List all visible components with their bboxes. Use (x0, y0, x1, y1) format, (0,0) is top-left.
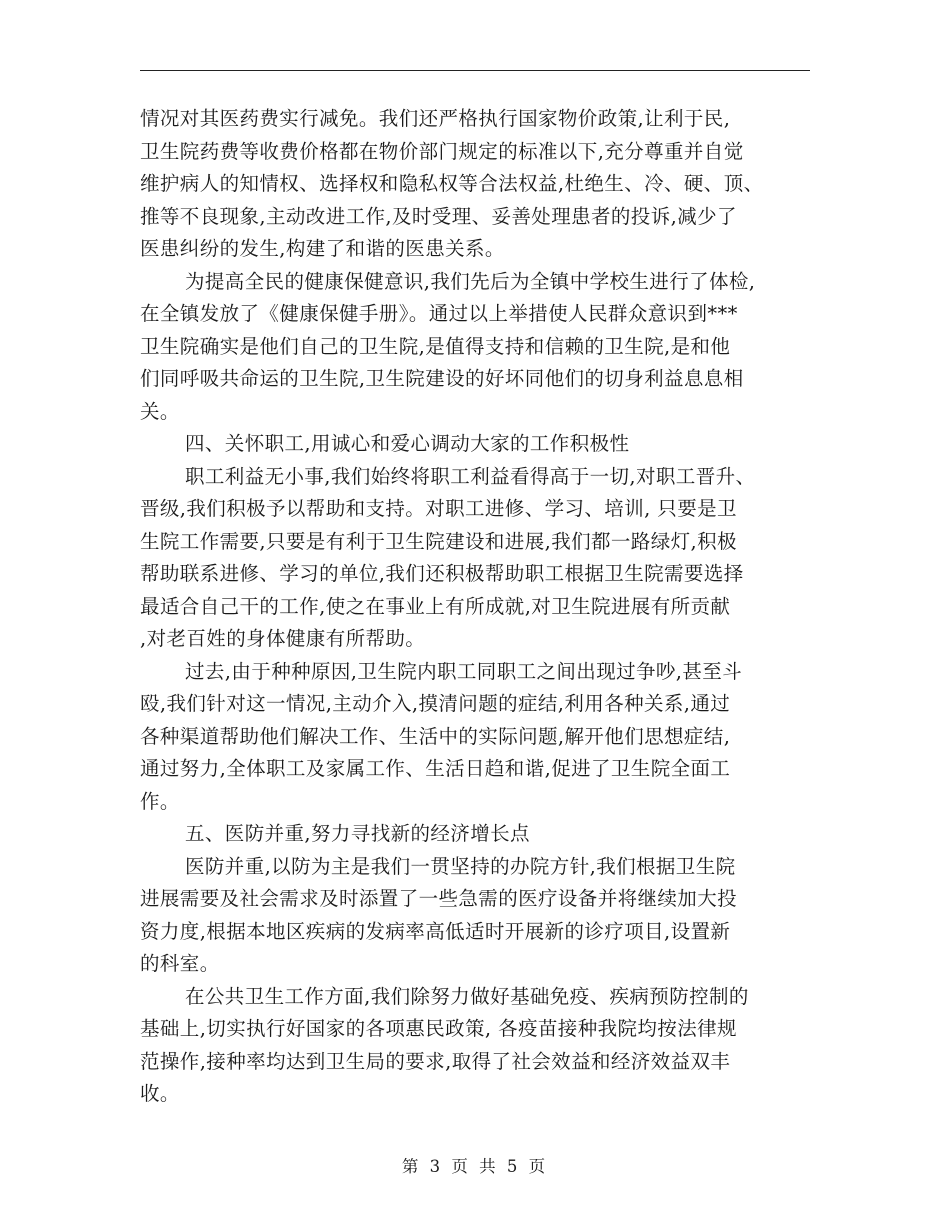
text-line: 关。 (140, 399, 180, 423)
page-footer: 第 3 页 共 5 页 (401, 1157, 549, 1176)
text-line: 们同呼吸共命运的卫生院,卫生院建设的好坏同他们的切身利益息息相 (140, 367, 744, 390)
text-line: 五、医防并重,努力寻找新的经济增长点 (185, 822, 530, 845)
header-rule (140, 70, 810, 71)
text-line: 的科室。 (140, 952, 220, 975)
text-line: 过去,由于种种原因,卫生院内职工同职工之间出现过争吵,甚至斗 (185, 659, 743, 683)
text-line: 殴,我们针对这一情况,主动介入,摸清问题的症结,利用各种关系,通过 (140, 692, 731, 715)
text-line: 进展需要及社会需求及时添置了一些急需的医疗设备并将继续加大投 (140, 887, 738, 910)
text-line: 医患纠纷的发生,构建了和谐的医患关系。 (140, 237, 505, 260)
text-line: 最适合自己干的工作,使之在事业上有所成就,对卫生院进展有所贡献 (140, 594, 731, 618)
text-line: 情况对其医药费实行减免。我们还严格执行国家物价政策,让利于民, (140, 107, 731, 130)
text-line: 在公共卫生工作方面,我们除努力做好基础免疫、疾病预防控制的 (185, 984, 749, 1008)
text-line: 四、关怀职工,用诚心和爱心调动大家的工作积极性 (185, 432, 630, 455)
text-line: 生院工作需要,只要是有利于卫生院建设和进展,我们都一路绿灯,积极 (140, 529, 737, 553)
text-line: 卫生院药费等收费价格都在物价部门规定的标准以下,充分尊重并自觉 (140, 139, 744, 163)
text-line: 各种渠道帮助他们解决工作、生活中的实际问题,解开他们思想症结, (140, 724, 731, 748)
text-line: 基础上,切实执行好国家的各项惠民政策, 各疫苗接种我院均按法律规 (140, 1017, 737, 1040)
text-line: 为提高全民的健康保健意识,我们先后为全镇中学校生进行了体检, (185, 269, 756, 293)
document-body (140, 103, 812, 1111)
text-line: 职工利益无小事,我们始终将职工利益看得高于一切,对职工晋升、 (185, 464, 756, 488)
text-line: 通过努力,全体职工及家属工作、生活日趋和谐,促进了卫生院全面工 (140, 757, 731, 780)
text-line: 在全镇发放了《健康保健手册》。通过以上举措使人民群众意识到*** (140, 302, 738, 325)
text-line: 医防并重,以防为主是我们一贯坚持的办院方针,我们根据卫生院 (185, 854, 736, 878)
text-line: 作。 (140, 789, 180, 813)
text-line: 资力度,根据本地区疾病的发病率高低适时开展新的诊疗项目,设置新 (140, 919, 731, 943)
text-line: 晋级,我们积极予以帮助和支持。对职工进修、学习、培训, 只要是卫 (140, 497, 737, 520)
text-line: ,对老百姓的身体健康有所帮助。 (140, 627, 426, 650)
text-line: 推等不良现象,主动改进工作,及时受理、妥善处理患者的投诉,减少了 (140, 204, 737, 228)
text-line: 收。 (140, 1082, 180, 1105)
text-line: 范操作,接种率均达到卫生局的要求,取得了社会效益和经济效益双丰 (140, 1049, 731, 1073)
text-line: 帮助联系进修、学习的单位,我们还积极帮助职工根据卫生院需要选择 (140, 562, 744, 585)
text-line: 维护病人的知情权、选择权和隐私权等合法权益,杜绝生、冷、硬、顶、 (140, 172, 764, 195)
text-line: 卫生院确实是他们自己的卫生院,是值得支持和信赖的卫生院,是和他 (140, 334, 731, 358)
